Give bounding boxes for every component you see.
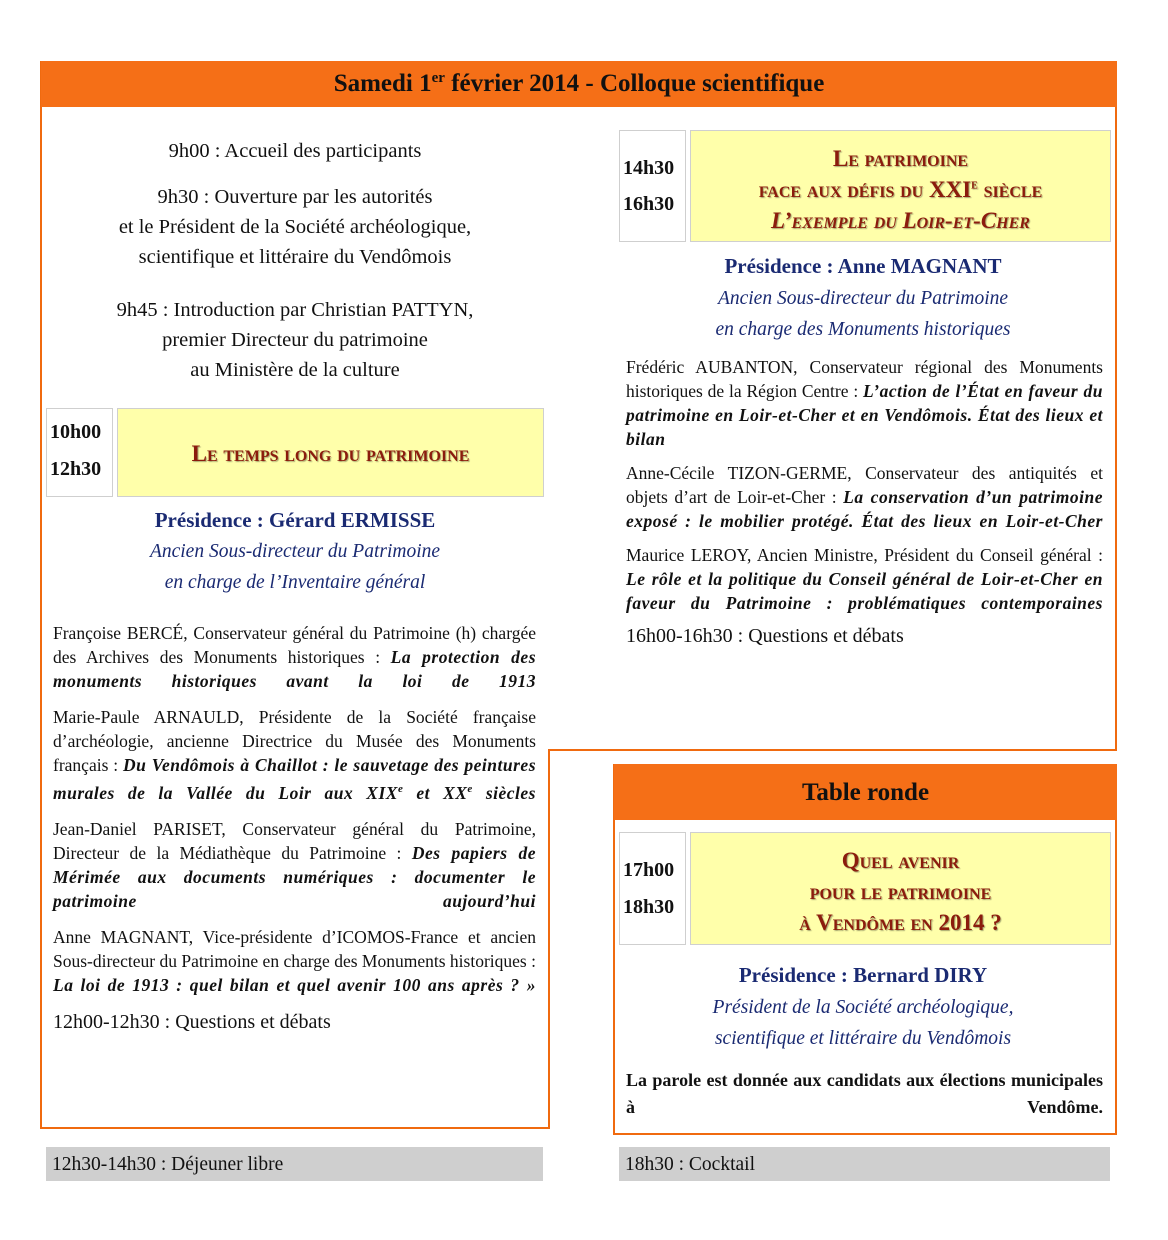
session2-title-line2: face aux défis du XXIe siècle bbox=[758, 177, 1043, 202]
table-ronde-title-line3: à Vendôme en 2014 ? bbox=[799, 910, 1002, 935]
frame-divider-vertical bbox=[548, 749, 550, 1129]
talk-berce: Françoise BERCÉ, Conservateur général du Patrimoine (h) chargée des Archives des Monuments historiques : La protection des monuments historiques avant la loi de 1913 bbox=[53, 623, 537, 691]
opening-item-ouverture: 9h30 : Ouverture par les autorités et le Président de la Société archéologique, scientifique et littéraire du Vendômois bbox=[118, 186, 472, 268]
table-ronde-bottom-border bbox=[613, 1133, 1117, 1135]
session2-debate: 16h00-16h30 : Questions et débats bbox=[626, 625, 904, 647]
table-ronde-title-line2: pour le patrimoine bbox=[809, 879, 992, 904]
talk-aubanton: Frédéric AUBANTON, Conservateur régional des Monuments historiques de la Région Centre : L’action de l’État en faveur du patrimoine en Loir-et-Cher et en Vendômois. État des lieux et bilan bbox=[626, 357, 1103, 449]
page-header bbox=[41, 61, 1117, 107]
session2-end-time: 16h30 bbox=[623, 193, 675, 215]
session1-title-box bbox=[117, 408, 544, 497]
table-ronde-time-box bbox=[619, 832, 686, 945]
header-title-start: Samedi 1 bbox=[333, 70, 432, 97]
talk-leroy: Maurice LEROY, Ancien Ministre, Président du Conseil général : Le rôle et la politique du Conseil général de Loir-et-Cher en faveur du Patrimoine : problématiques contemporaines bbox=[626, 545, 1103, 613]
opening-item-introduction: 9h45 : Introduction par Christian PATTYN, premier Directeur du patrimoine au Ministère de la culture bbox=[116, 299, 474, 381]
session2-title-line3: L’exemple du Loir-et-Cher bbox=[771, 208, 1030, 233]
talk-magnant: Anne MAGNANT, Vice-présidente d’ICOMOS-France et ancien Sous-directeur du Patrimoine en charge des Monuments historiques : La loi de 1913 : quel bilan et quel avenir 100 ans après ? » bbox=[53, 926, 536, 995]
talk-arnauld: Marie-Paule ARNAULD, Présidente de la Société française d’archéologie, ancienne Directrice du Musée des Monuments français : Du Vendômois à Chaillot : le sauvetage des peintures murales de la Vallée du Loir aux XIXe et XXe siècles bbox=[53, 707, 536, 803]
frame-right-border bbox=[1115, 61, 1117, 751]
table-ronde-header: Table ronde bbox=[614, 764, 1117, 820]
session1-debate: 12h00-12h30 : Questions et débats bbox=[53, 1010, 331, 1033]
session1-title: Le temps long du patrimoine bbox=[191, 441, 470, 466]
table-ronde-end-time: 18h30 bbox=[623, 896, 675, 918]
table-ronde-text: La parole est donnée aux candidats aux élections municipales à Vendôme. bbox=[626, 1070, 1103, 1117]
frame-bottom-left-border bbox=[40, 1127, 550, 1129]
lunch-bar: 12h30-14h30 : Déjeuner libre bbox=[46, 1147, 543, 1181]
table-ronde-presidence-role: Président de la Société archéologique, scientifique et littéraire du Vendômois bbox=[712, 997, 1014, 1049]
cocktail-bar: 18h30 : Cocktail bbox=[619, 1147, 1110, 1181]
session2-presidence-role: Ancien Sous-directeur du Patrimoine en charge des Monuments historiques bbox=[715, 288, 1011, 340]
talk-pariset: Jean-Daniel PARISET, Conservateur général du Patrimoine, Directeur de la Médiathèque du Patrimoine : Des papiers de Mérimée aux documents numériques : documenter le patrimoine aujourd’hui bbox=[53, 818, 537, 911]
frame-divider-horizontal bbox=[548, 749, 1117, 751]
header-title-end: février 2014 - Colloque scientifique bbox=[444, 70, 825, 97]
session1-time-box bbox=[46, 408, 113, 497]
opening-schedule bbox=[42, 136, 548, 385]
session2-talks bbox=[626, 355, 1103, 648]
table-ronde-start-time: 17h00 bbox=[623, 859, 675, 881]
header-title-sup: er bbox=[431, 70, 445, 86]
session1-presidence: Présidence : Gérard ERMISSE bbox=[154, 508, 436, 532]
talk-tizon-germe: Anne-Cécile TIZON-GERME, Conservateur des antiquités et objets d’art de Loir-et-Cher : La conservation d’un patrimoine exposé : le mobilier protégé. État des lieux en Loir-et-Cher bbox=[626, 463, 1103, 531]
session1-presidence-role: Ancien Sous-directeur du Patrimoine en charge de l’Inventaire général bbox=[149, 541, 441, 593]
session1-talks bbox=[53, 621, 536, 1034]
session2-start-time: 14h30 bbox=[623, 157, 675, 179]
session2-title-box bbox=[690, 130, 1111, 242]
opening-item-accueil: 9h00 : Accueil des participants bbox=[168, 140, 422, 162]
session2-presidence: Présidence : Anne MAGNANT bbox=[724, 254, 1002, 278]
session1-end-time: 12h30 bbox=[50, 458, 102, 480]
session1-start-time: 10h00 bbox=[50, 421, 102, 443]
session2-title-line1: Le patrimoine bbox=[832, 146, 969, 171]
table-ronde-title-box bbox=[690, 832, 1111, 945]
session2-time-box bbox=[619, 130, 686, 242]
table-ronde-presidence: Présidence : Bernard DIRY bbox=[738, 963, 988, 987]
table-ronde-title-line1: Quel avenir bbox=[841, 848, 960, 873]
